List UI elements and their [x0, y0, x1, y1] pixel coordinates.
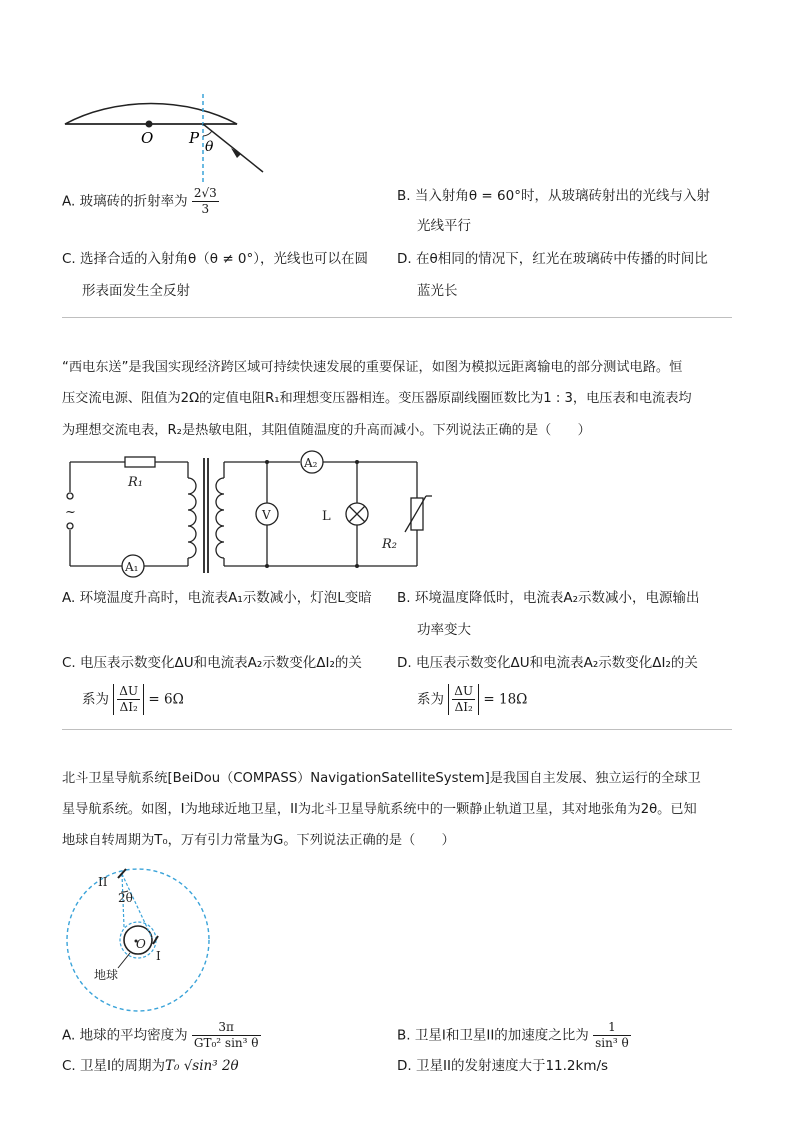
- frac-den: ΔI₂: [454, 700, 473, 714]
- abs-value: [113, 684, 144, 715]
- option-letter: D.: [397, 1058, 412, 1074]
- option-letter: C.: [62, 1058, 76, 1074]
- label-r2: R₂: [382, 537, 397, 552]
- frac-num: 3π: [192, 1020, 261, 1036]
- q2-option-b: [397, 588, 700, 608]
- circuit-diagram: [60, 448, 440, 583]
- option-text: 环境温度降低时，电流表A₂示数减小，电源输出: [414, 590, 700, 606]
- fraction: [192, 186, 219, 217]
- thermistor-r2: [411, 498, 423, 530]
- q2-option-b-line2: 功率变大: [417, 622, 471, 638]
- q1-option-b-line2: 光线平行: [417, 218, 471, 234]
- frac-num: 2√3: [193, 186, 217, 200]
- label-earth: 地球: [94, 968, 119, 982]
- q3-option-c: [62, 1056, 239, 1076]
- option-text: 选择合适的入射角θ（θ ≠ 0°），光线也可以在圆: [80, 251, 369, 267]
- label-l: L: [322, 509, 331, 524]
- label-source: ~: [65, 505, 76, 520]
- frac-den: ΔI₂: [119, 700, 138, 714]
- frac-num: ΔU: [454, 684, 474, 698]
- q2-stem-line2: 压交流电源、阻值为2Ω的定值电阻R₁和理想变压器相连。变压器原副线圈匝数比为1 : 3，电压表和电流表均: [62, 391, 692, 406]
- q2-option-d-line2: [417, 684, 527, 715]
- option-text: 当入射角θ = 60°时，从玻璃砖射出的光线与入射: [414, 188, 710, 204]
- q2-option-c: [62, 653, 362, 673]
- label-i: I: [156, 949, 161, 963]
- divider: [62, 729, 732, 730]
- option-text: 系为: [417, 691, 444, 708]
- label-ii: II: [98, 875, 108, 889]
- option-letter: C.: [62, 655, 76, 671]
- option-letter: D.: [397, 251, 412, 267]
- option-value: = 18Ω: [483, 691, 528, 708]
- option-text: 卫星I的周期为: [80, 1058, 165, 1074]
- q2-option-c-line2: [82, 684, 184, 715]
- abs-value: [448, 684, 479, 715]
- label-o: O: [141, 129, 154, 147]
- option-text: 卫星II的发射速度大于11.2km/s: [415, 1058, 609, 1074]
- earth-pointer: [118, 953, 130, 968]
- resistor-r1: [125, 457, 155, 467]
- label-v: V: [262, 508, 271, 522]
- option-formula: T₀ √sin³ 2θ: [165, 1058, 239, 1074]
- option-text: 环境温度升高时，电流表A₁示数减小，灯泡L变暗: [79, 590, 372, 606]
- source-terminal-bottom: [67, 523, 73, 529]
- q3-stem-line2: 星导航系统。如图，I为地球近地卫星，II为北斗卫星导航系统中的一颗静止轨道卫星，其对地张角为2θ。已知: [62, 802, 697, 817]
- fraction: [593, 1020, 631, 1051]
- frac-den: 3: [201, 202, 210, 216]
- tangent-line-2: [122, 874, 152, 938]
- label-o: O: [136, 937, 146, 951]
- option-text: 电压表示数变化ΔU和电流表A₂示数变化ΔI₂的关: [80, 655, 362, 671]
- q1-option-a: [62, 186, 219, 217]
- center-point-o: [146, 121, 153, 128]
- option-letter: B.: [397, 188, 411, 204]
- q2-option-a: [62, 588, 372, 608]
- q2-option-d: [397, 653, 698, 673]
- frac-num: 1: [593, 1020, 631, 1036]
- q2-stem-line1: “西电东送”是我国实现经济跨区域可持续快速发展的重要保证，如图为模拟远距离输电的部分测试电路。恒: [62, 360, 683, 375]
- option-letter: A.: [62, 1027, 76, 1044]
- fraction: [192, 1020, 261, 1051]
- q1-option-c: [62, 249, 368, 269]
- semicircle-outline: [65, 104, 237, 124]
- source-terminal-top: [67, 493, 73, 499]
- label-a1: A₁: [125, 560, 139, 574]
- orbit-diagram: [58, 858, 218, 1018]
- option-text: 系为: [82, 691, 109, 708]
- frac-den: GT₀² sin³ θ: [193, 1036, 259, 1050]
- label-2theta: 2θ: [118, 891, 133, 905]
- label-r1: R₁: [128, 475, 143, 490]
- q1-option-d: [397, 249, 708, 269]
- option-text: 电压表示数变化ΔU和电流表A₂示数变化ΔI₂的关: [415, 655, 698, 671]
- frac-den: sin³ θ: [595, 1036, 629, 1050]
- option-letter: B.: [397, 1027, 411, 1044]
- q3-option-d: [397, 1056, 608, 1076]
- option-letter: A.: [62, 193, 76, 210]
- q3-stem-line1: 北斗卫星导航系统[BeiDou（COMPASS）NavigationSatelliteSystem]是我国自主发展、独立运行的全球卫: [62, 771, 701, 786]
- label-theta: θ: [205, 139, 214, 155]
- option-text: 在θ相同的情况下，红光在玻璃砖中传播的时间比: [415, 251, 708, 267]
- label-a2: A₂: [304, 456, 318, 470]
- label-p: P: [189, 129, 200, 147]
- option-letter: A.: [62, 590, 76, 606]
- option-letter: B.: [397, 590, 411, 606]
- option-text: 玻璃砖的折射率为: [79, 193, 188, 210]
- option-text: 地球的平均密度为: [79, 1027, 188, 1044]
- option-letter: D.: [397, 655, 412, 671]
- q2-stem-line3: 为理想交流电表，R₂是热敏电阻，其阻值随温度的升高而减小。下列说法正确的是（ ）: [62, 423, 591, 438]
- q1-option-b: [397, 186, 710, 206]
- primary-coil: [188, 478, 196, 558]
- semicircle-diagram: [55, 20, 305, 190]
- q3-stem-line3: 地球自转周期为T₀，万有引力常量为G。下列说法正确的是（ ）: [62, 833, 455, 848]
- q3-option-b: [397, 1020, 631, 1051]
- q3-option-a: [62, 1020, 261, 1051]
- divider: [62, 317, 732, 318]
- angle-arc: [203, 131, 212, 136]
- q1-option-c-line2: 形表面发生全反射: [82, 283, 190, 299]
- option-letter: C.: [62, 251, 76, 267]
- option-value: = 6Ω: [148, 691, 184, 708]
- secondary-coil: [216, 478, 224, 558]
- option-text: 卫星I和卫星II的加速度之比为: [414, 1027, 589, 1044]
- frac-num: ΔU: [119, 684, 139, 698]
- q1-option-d-line2: 蓝光长: [417, 283, 458, 299]
